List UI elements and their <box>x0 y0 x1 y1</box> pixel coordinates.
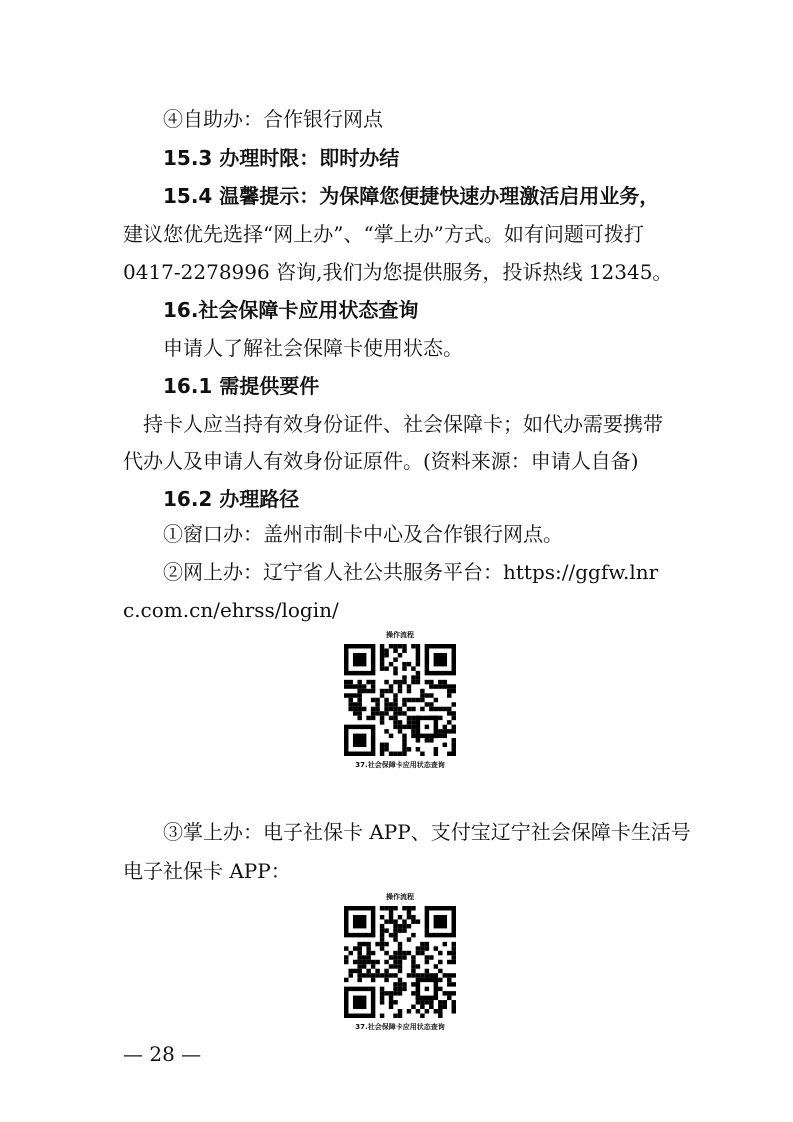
text-line: 电子社保卡 APP： <box>123 859 291 883</box>
qr-code-image <box>344 906 456 1018</box>
section-heading: 15.4 温馨提示：为保障您便捷快速办理激活启用业务， <box>163 184 660 208</box>
text-line: 代办人及申请人有效身份证原件。(资料来源：申请人自备) <box>123 449 639 473</box>
qr-header: 操作流程 <box>386 893 414 901</box>
qr-code-image <box>344 644 456 756</box>
qr-header: 操作流程 <box>386 631 414 639</box>
section-heading: 15.3 办理时限：即时办结 <box>163 146 400 170</box>
qr-code-block <box>332 630 468 770</box>
text-line: ②网上办：辽宁省人社公共服务平台：https://ggfw.lnr <box>163 560 659 584</box>
text-line: c.com.cn/ehrss/login/ <box>123 598 339 622</box>
text-line: ①窗口办：盖州市制卡中心及合作银行网点。 <box>163 522 563 546</box>
page-number: — 28 — <box>123 1042 202 1066</box>
section-heading: 16.社会保障卡应用状态查询 <box>163 298 419 322</box>
qr-footer: 37.社会保障卡应用状态查询 <box>355 761 445 769</box>
text-line: 申请人了解社会保障卡使用状态。 <box>163 336 463 360</box>
text-line: 持卡人应当持有效身份证件、社会保障卡；如代办需要携带 <box>143 412 663 436</box>
text-line: ③掌上办：电子社保卡 APP、支付宝辽宁社会保障卡生活号 <box>163 820 691 844</box>
text-line: 建议您优先选择“网上办”、“掌上办”方式。如有问题可拨打 <box>123 222 644 246</box>
text-line: ④自助办：合作银行网点 <box>163 107 383 131</box>
section-heading: 16.2 办理路径 <box>163 487 300 511</box>
qr-code-block <box>332 892 468 1032</box>
text-line: 0417-2278996 咨询,我们为您提供服务，投诉热线 12345。 <box>123 260 673 284</box>
qr-footer: 37.社会保障卡应用状态查询 <box>355 1023 445 1031</box>
section-heading: 16.1 需提供要件 <box>163 374 320 398</box>
